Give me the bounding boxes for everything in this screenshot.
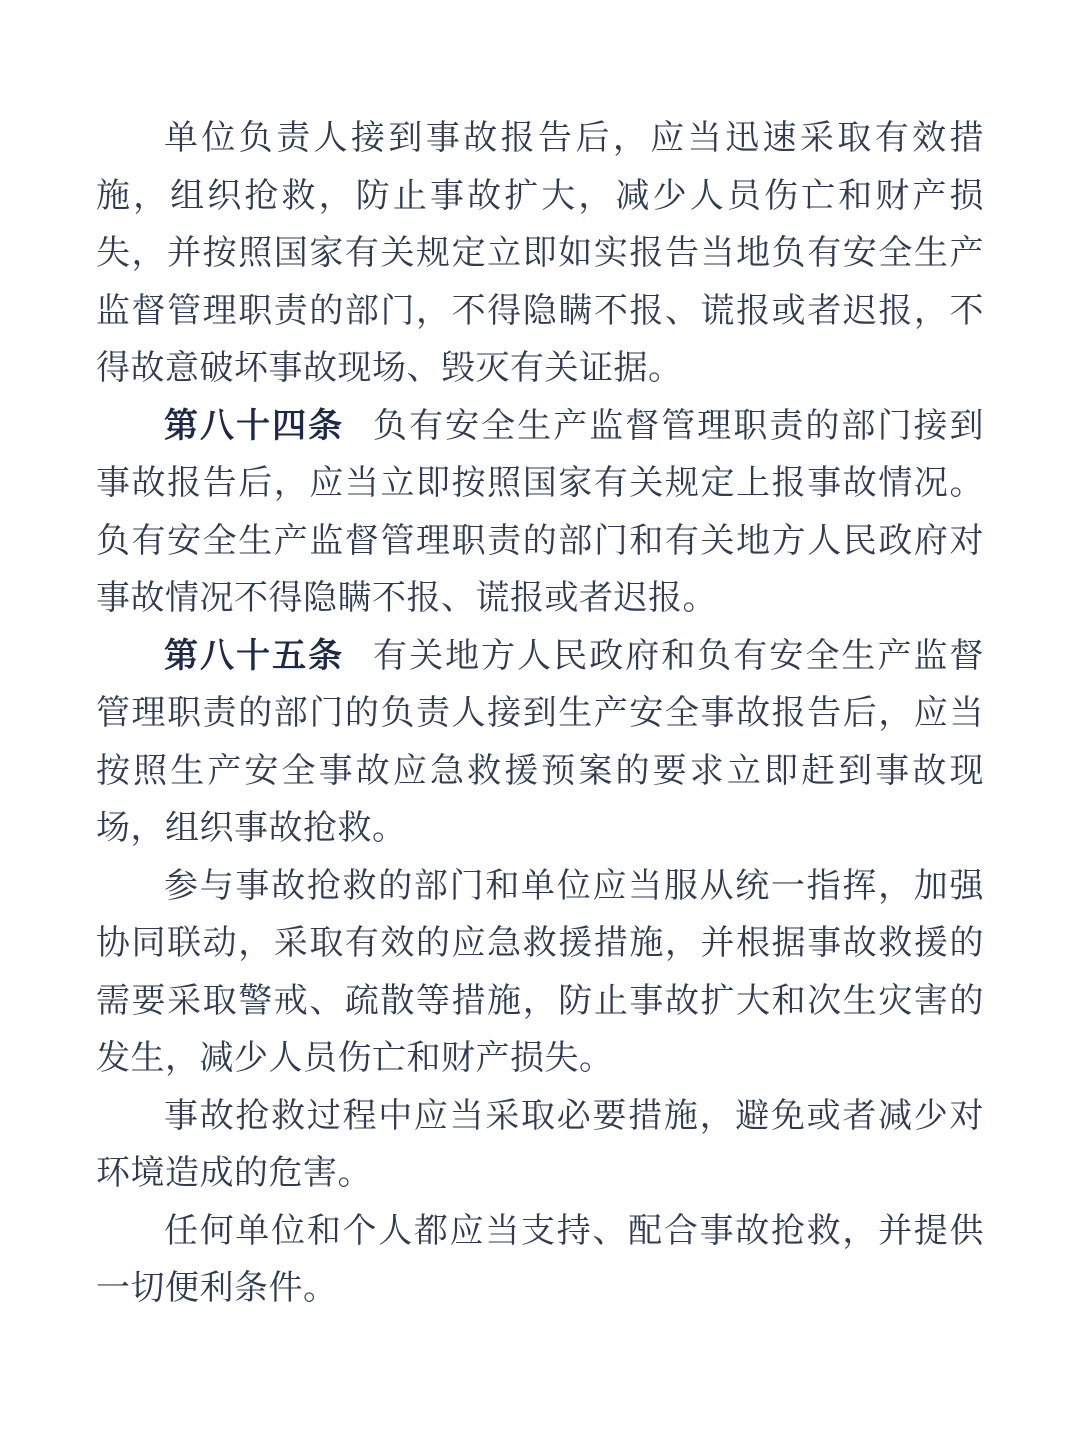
paragraph: [96, 398, 984, 628]
article-number: 第八十五条: [164, 636, 345, 675]
paragraph-text: 单位负责人接到事故报告后，应当迅速采取有效措施，组织抢救，防止事故扩大，减少人员伤亡和财产损失，并按照国家有关规定立即如实报告当地负有安全生产监督管理职责的部门，不得隐瞒不报、谎报或者迟报，不得故意破坏事故现场、毁灭有关证据。: [96, 120, 984, 387]
paragraph-text: 有关地方人民政府和负有安全生产监督管理职责的部门的负责人接到生产安全事故报告后，应当按照生产安全事故应急救援预案的要求立即赶到事故现场，组织事故抢救。: [96, 637, 985, 847]
document-page: [96, 110, 984, 1318]
paragraph: [96, 110, 984, 398]
paragraph-text: 负有安全生产监督管理职责的部门接到事故报告后，应当立即按照国家有关规定上报事故情况。负有安全生产监督管理职责的部门和有关地方人民政府对事故情况不得隐瞒不报、谎报或者迟报。: [96, 407, 985, 617]
paragraph: [96, 858, 984, 1088]
paragraph-text: 任何单位和个人都应当支持、配合事故抢救，并提供一切便利条件。: [96, 1212, 984, 1307]
paragraph: [96, 1088, 984, 1203]
paragraph-text: 事故抢救过程中应当采取必要措施，避免或者减少对环境造成的危害。: [96, 1097, 984, 1192]
paragraph: [96, 1203, 984, 1318]
article-number: 第八十四条: [164, 406, 345, 445]
paragraph: [96, 628, 984, 858]
paragraph-text: 参与事故抢救的部门和单位应当服从统一指挥，加强协同联动，采取有效的应急救援措施，并根据事故救援的需要采取警戒、疏散等措施，防止事故扩大和次生灾害的发生，减少人员伤亡和财产损失。: [96, 867, 984, 1077]
